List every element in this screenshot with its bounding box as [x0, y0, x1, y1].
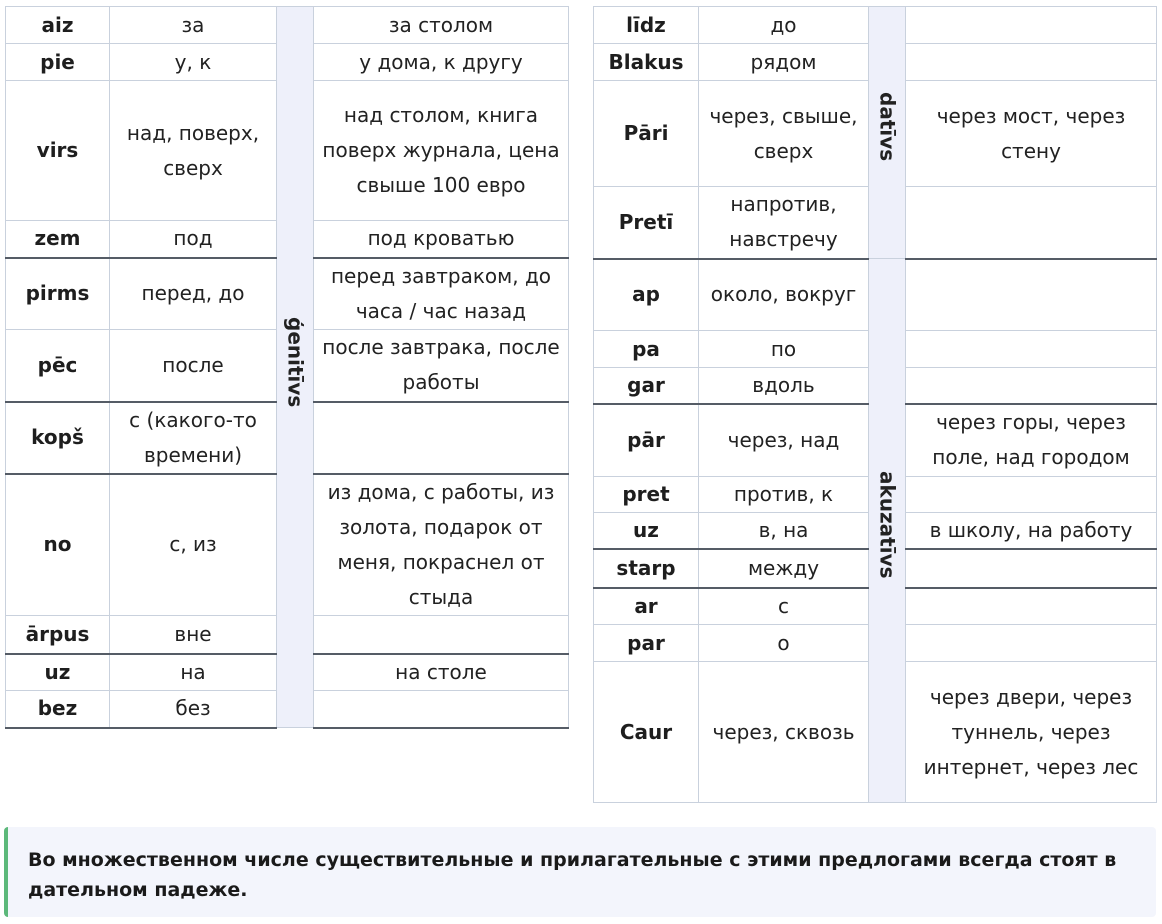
preposition-cell: gar — [594, 368, 699, 405]
example-cell: через двери, через туннель, через интернет, через лес — [906, 662, 1157, 803]
case-label-text: datīvs — [875, 92, 900, 162]
example-cell — [314, 691, 569, 728]
case-label-genitive — [277, 7, 314, 728]
table-row — [6, 7, 569, 44]
preposition-cell: Pretī — [594, 187, 699, 259]
translation-cell: напротив, навстречу — [699, 187, 869, 259]
example-cell — [906, 588, 1157, 625]
example-cell: через мост, через стену — [906, 81, 1157, 187]
case-label-text: ģenitīvs — [283, 317, 308, 408]
preposition-cell: pa — [594, 331, 699, 368]
example-cell — [906, 259, 1157, 331]
example-cell: у дома, к другу — [314, 44, 569, 81]
preposition-cell: pirms — [6, 258, 110, 330]
preposition-cell: līdz — [594, 7, 699, 44]
example-cell: под кроватью — [314, 221, 569, 258]
example-cell: после завтрака, после работы — [314, 330, 569, 402]
translation-cell: вне — [110, 616, 277, 654]
genitive-prepositions-table — [5, 6, 569, 729]
case-label-dative — [869, 7, 906, 259]
preposition-cell: no — [6, 474, 110, 616]
table-row — [594, 7, 1157, 44]
example-cell: из дома, с работы, из золота, подарок от меня, покраснел от стыда — [314, 474, 569, 616]
preposition-cell: pie — [6, 44, 110, 81]
translation-cell: под — [110, 221, 277, 258]
preposition-cell: Blakus — [594, 44, 699, 81]
translation-cell: с, из — [110, 474, 277, 616]
translation-cell: за — [110, 7, 277, 44]
example-cell: перед завтраком, до часа / час назад — [314, 258, 569, 330]
dative-accusative-prepositions-table — [593, 6, 1157, 803]
translation-cell: над, поверх, сверх — [110, 81, 277, 221]
example-cell: за столом — [314, 7, 569, 44]
table-row — [594, 259, 1157, 331]
translation-cell: до — [699, 7, 869, 44]
example-cell — [314, 616, 569, 654]
example-cell — [906, 44, 1157, 81]
translation-cell: около, вокруг — [699, 259, 869, 331]
preposition-cell: pret — [594, 476, 699, 512]
preposition-cell: ārpus — [6, 616, 110, 654]
translation-cell: через, сквозь — [699, 662, 869, 803]
translation-cell: против, к — [699, 476, 869, 512]
preposition-cell: bez — [6, 691, 110, 728]
preposition-cell: ap — [594, 259, 699, 331]
translation-cell: перед, до — [110, 258, 277, 330]
translation-cell: с (какого-то времени) — [110, 402, 277, 474]
example-cell — [906, 7, 1157, 44]
preposition-cell: starp — [594, 549, 699, 588]
translation-cell: через, над — [699, 404, 869, 476]
example-cell — [314, 402, 569, 474]
preposition-cell: uz — [6, 654, 110, 691]
plural-dative-note: Во множественном числе существительные и прилагательные с этими предлогами всегда стоят в дательном падеже. — [4, 827, 1156, 917]
example-cell: в школу, на работу — [906, 512, 1157, 549]
translation-cell: с — [699, 588, 869, 625]
example-cell — [906, 625, 1157, 662]
case-label-accusative — [869, 259, 906, 803]
translation-cell: по — [699, 331, 869, 368]
preposition-cell: kopš — [6, 402, 110, 474]
translation-cell: через, свыше, сверх — [699, 81, 869, 187]
translation-cell: на — [110, 654, 277, 691]
example-cell: над столом, книга поверх журнала, цена свыше 100 евро — [314, 81, 569, 221]
example-cell: через горы, через поле, над городом — [906, 404, 1157, 476]
preposition-cell: pār — [594, 404, 699, 476]
example-cell — [906, 331, 1157, 368]
preposition-cell: zem — [6, 221, 110, 258]
preposition-cell: Caur — [594, 662, 699, 803]
preposition-cell: pēc — [6, 330, 110, 402]
example-cell — [906, 549, 1157, 588]
translation-cell: вдоль — [699, 368, 869, 405]
translation-cell: о — [699, 625, 869, 662]
preposition-cell: ar — [594, 588, 699, 625]
preposition-cell: Pāri — [594, 81, 699, 187]
preposition-cell: virs — [6, 81, 110, 221]
example-cell — [906, 476, 1157, 512]
example-cell — [906, 368, 1157, 405]
translation-cell: без — [110, 691, 277, 728]
preposition-cell: aiz — [6, 7, 110, 44]
translation-cell: в, на — [699, 512, 869, 549]
case-label-text: akuzatīvs — [875, 471, 900, 579]
translation-cell: у, к — [110, 44, 277, 81]
translation-cell: после — [110, 330, 277, 402]
translation-cell: между — [699, 549, 869, 588]
example-cell — [906, 187, 1157, 259]
example-cell: на столе — [314, 654, 569, 691]
preposition-cell: uz — [594, 512, 699, 549]
preposition-cell: par — [594, 625, 699, 662]
translation-cell: рядом — [699, 44, 869, 81]
